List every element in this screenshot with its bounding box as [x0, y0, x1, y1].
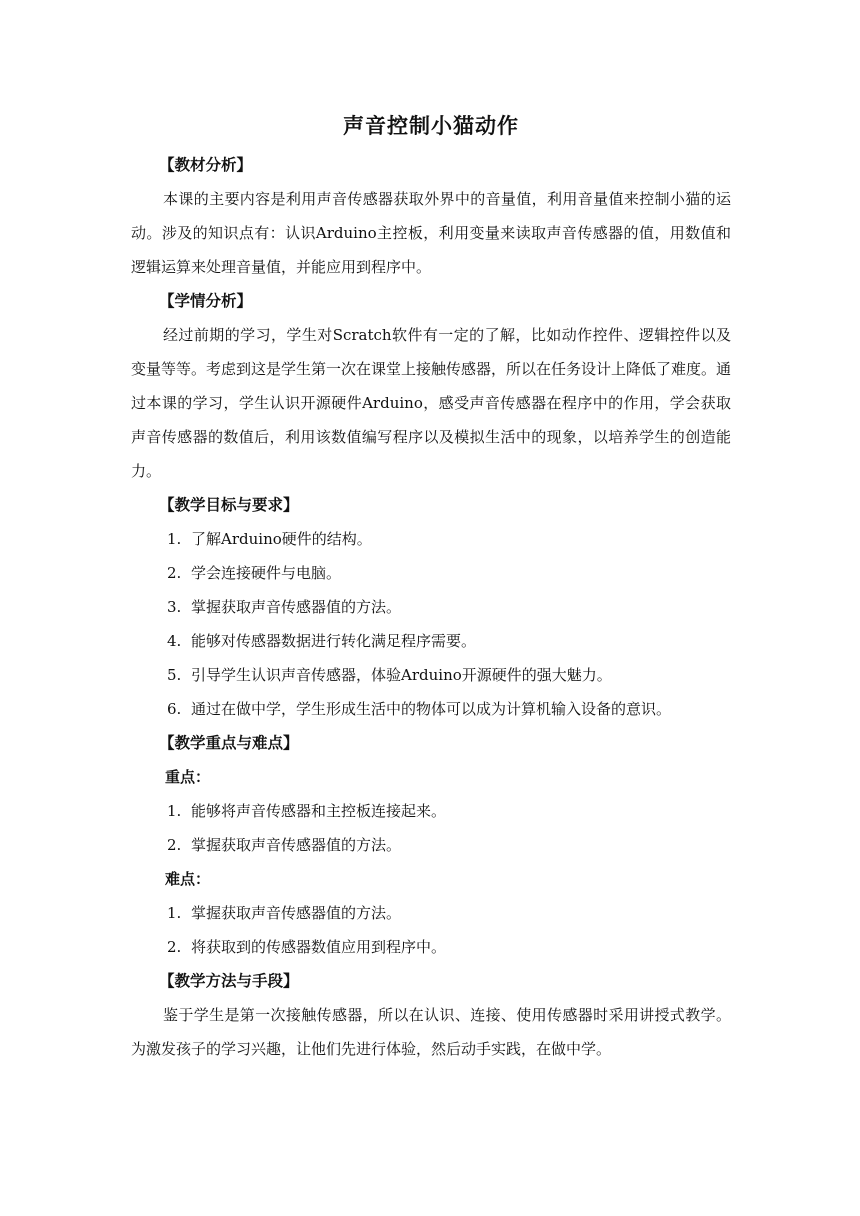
list-text: 学会连接硬件与电脑。	[191, 564, 342, 582]
goals-list	[131, 522, 731, 726]
list-number: 2.	[167, 938, 182, 956]
list-text: 了解Arduino硬件的结构。	[191, 530, 372, 548]
difficult-label: 难点：	[165, 870, 211, 888]
heading-goals: 【教学目标与要求】	[159, 496, 299, 514]
list-number: 2.	[167, 564, 182, 582]
list-text: 能够将声音传感器和主控板连接起来。	[191, 802, 447, 820]
list-text: 引导学生认识声音传感器，体验Arduino开源硬件的强大魅力。	[191, 666, 612, 684]
goal-item-6	[131, 692, 731, 726]
heading-methods: 【教学方法与手段】	[159, 972, 299, 990]
heading-students: 【学情分析】	[159, 292, 253, 310]
key-item-2	[131, 828, 731, 862]
list-text: 掌握获取声音传感器值的方法。	[191, 598, 402, 616]
goal-item-3	[131, 590, 731, 624]
goal-item-1	[131, 522, 731, 556]
list-number: 1.	[167, 530, 182, 548]
paragraph-methods: 鉴于学生是第一次接触传感器，所以在认识、连接、使用传感器时采用讲授式教学。为激发孩子的学习兴趣，让他们先进行体验，然后动手实践，在做中学。	[131, 1006, 731, 1058]
key-item-1	[131, 794, 731, 828]
list-number: 5.	[167, 666, 182, 684]
heading-materials: 【教材分析】	[159, 156, 253, 174]
document-title: 声音控制小猫动作	[343, 114, 519, 138]
list-text: 能够对传感器数据进行转化满足程序需要。	[191, 632, 477, 650]
list-text: 掌握获取声音传感器值的方法。	[191, 836, 402, 854]
list-number: 1.	[167, 904, 182, 922]
list-number: 1.	[167, 802, 182, 820]
difficult-item-2	[131, 930, 731, 964]
paragraph-materials: 本课的主要内容是利用声音传感器获取外界中的音量值，利用音量值来控制小猫的运动。涉及的知识点有：认识Arduino主控板，利用变量来读取声音传感器的值，用数值和逻辑运算来处理音量值，并能应用到程序中。	[131, 190, 731, 276]
goal-item-2	[131, 556, 731, 590]
heading-key-points: 【教学重点与难点】	[159, 734, 299, 752]
document-body	[131, 108, 731, 1066]
list-text: 通过在做中学，学生形成生活中的物体可以成为计算机输入设备的意识。	[191, 700, 672, 718]
list-number: 2.	[167, 836, 182, 854]
list-text: 掌握获取声音传感器值的方法。	[191, 904, 402, 922]
list-number: 3.	[167, 598, 182, 616]
list-number: 6.	[167, 700, 182, 718]
key-label: 重点：	[165, 768, 211, 786]
difficult-item-1	[131, 896, 731, 930]
paragraph-students: 经过前期的学习，学生对Scratch软件有一定的了解，比如动作控件、逻辑控件以及变量等等。考虑到这是学生第一次在课堂上接触传感器，所以在任务设计上降低了难度。通过本课的学习，学生认识开源硬件Arduino，感受声音传感器在程序中的作用，学会获取声音传感器的数值后，利用该数值编写程序以及模拟生活中的现象，以培养学生的创造能力。	[131, 326, 732, 480]
goal-item-5	[131, 658, 731, 692]
list-text: 将获取到的传感器数值应用到程序中。	[191, 938, 447, 956]
list-number: 4.	[167, 632, 182, 650]
goal-item-4	[131, 624, 731, 658]
